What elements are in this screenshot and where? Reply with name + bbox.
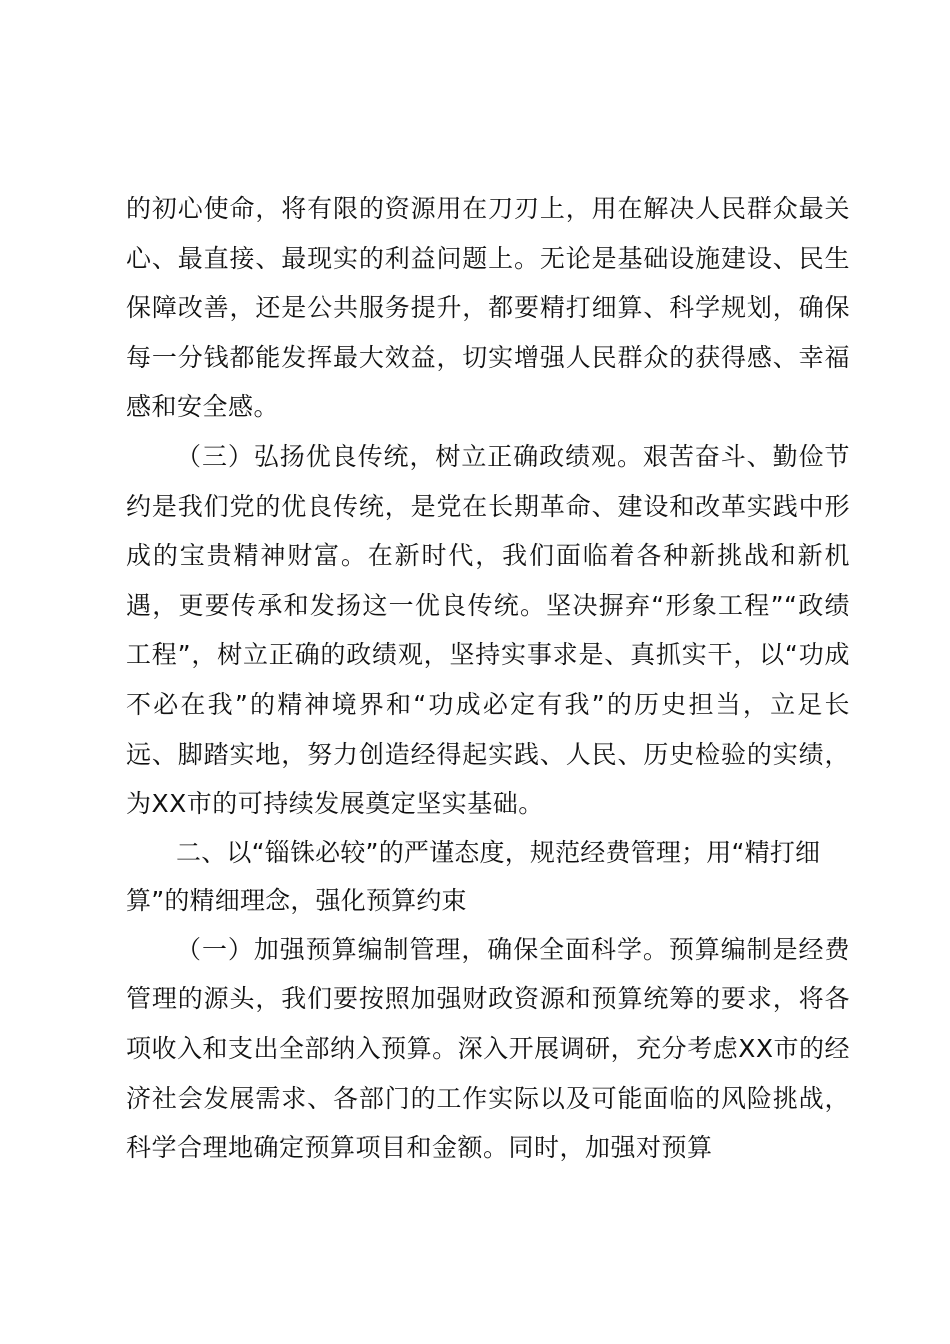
paragraph-continuation: 的初心使命，将有限的资源用在刀刃上，用在解决人民群众最关心、最直接、最现实的利益问题上。无论是基础设施建设、民生保障改善，还是公共服务提升，都要精打细算、科学规划，确保每一分钱都能发挥最大效益，切实增强人民群众的获得感、幸福感和安全感。 [126, 194, 850, 422]
document-body [126, 184, 850, 1173]
paragraph-section-three: （三）弘扬优良传统，树立正确政绩观。艰苦奋斗、勤俭节约是我们党的优良传统，是党在长期革命、建设和改革实践中形成的宝贵精神财富。在新时代，我们面临着各种新挑战和新机遇，更要传承和发扬这一优良传统。坚决摒弃“形象工程”“政绩工程”，树立正确的政绩观，坚持实事求是、真抓实干，以“功成不必在我”的精神境界和“功成必定有我”的历史担当，立足长远、脚踏实地，努力创造经得起实践、人民、历史检验的实绩，为XX市的可持续发展奠定坚实基础。 [126, 441, 850, 819]
section-heading-two: 二、以“锱铢必较”的严谨态度，规范经费管理；用“精打细算”的精细理念，强化预算约束 [126, 837, 821, 915]
paragraph-subsection-one: （一）加强预算编制管理，确保全面科学。预算编制是经费管理的源头，我们要按照加强财政资源和预算统筹的要求，将各项收入和支出全部纳入预算。深入开展调研，充分考虑XX市的经济社会发展需求、各部门的工作实际以及可能面临的风险挑战，科学合理地确定预算项目和金额。同时，加强对预算 [126, 934, 850, 1163]
